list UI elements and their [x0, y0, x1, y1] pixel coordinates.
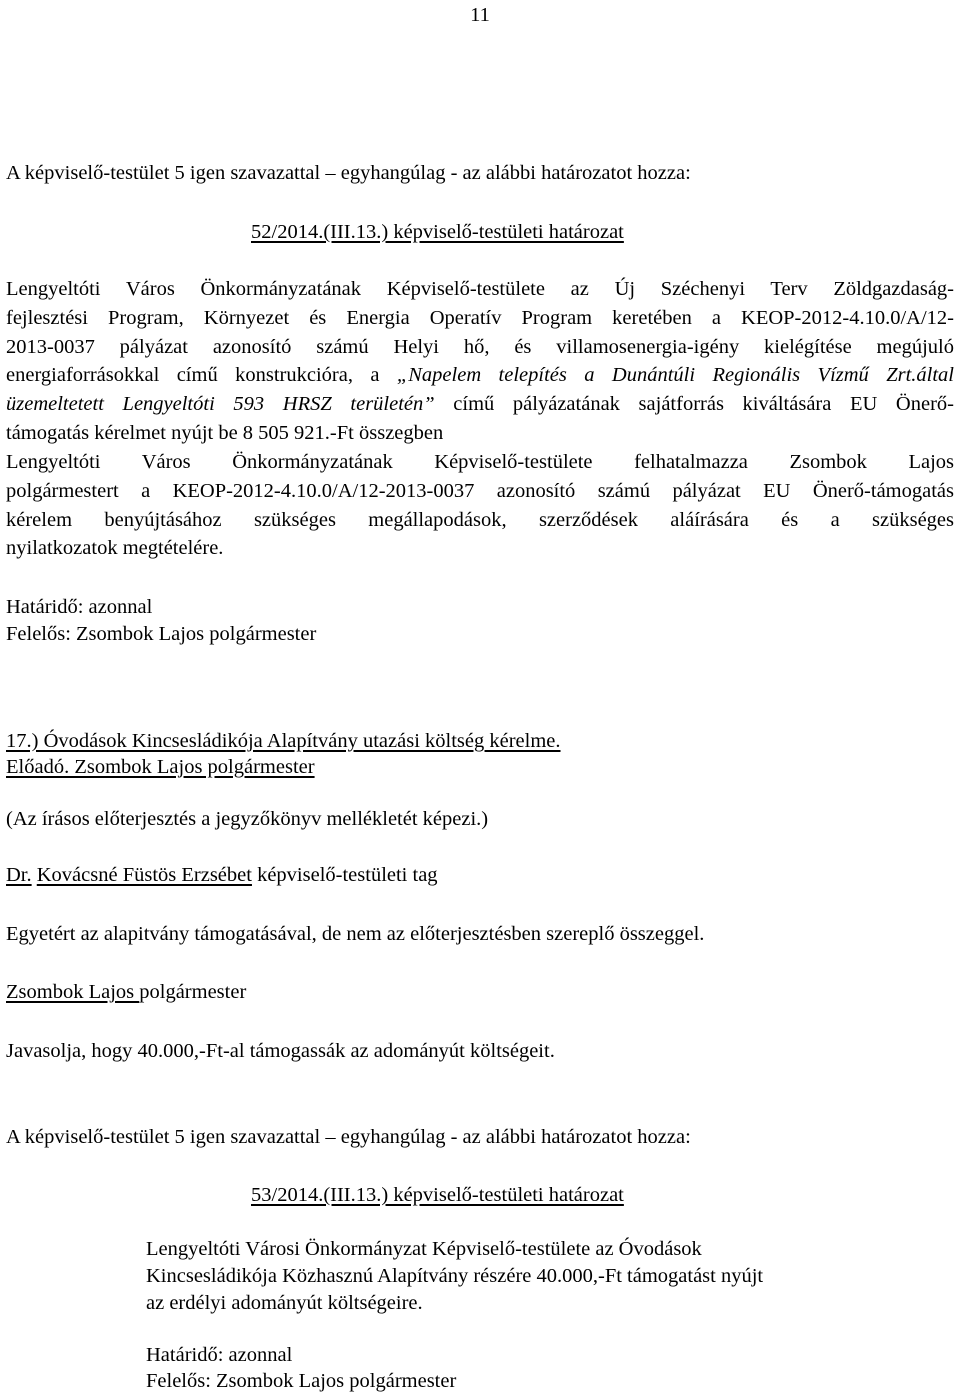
vote-intro-2: A képviselő-testület 5 igen szavazattal – egyhangúlag - az alábbi határozatot hozza: — [6, 1126, 691, 1148]
deadline-2: Határidő: azonnal — [146, 1344, 293, 1366]
speaker-2-statement: Javasolja, hogy 40.000,-Ft-al támogassák az adományút költségeit. — [6, 1040, 555, 1062]
attachment-note: (Az írásos előterjesztés a jegyzőkönyv mellékletét képezi.) — [6, 808, 489, 830]
resolution-body-3 — [146, 1236, 846, 1317]
vote-intro-1: A képviselő-testület 5 igen szavazattal – egyhangúlag - az alábbi határozatot hozza: — [6, 162, 691, 184]
deadline-1: Határidő: azonnal — [6, 596, 153, 618]
support-line: Lengyeltóti Városi Önkormányzat Képviselő-testülete az Óvodások — [146, 1238, 702, 1260]
resolution-title-1: 52/2014.(III.13.) képviselő-testületi határozat — [251, 221, 624, 243]
responsible-2: Felelős: Zsombok Lajos polgármester — [146, 1370, 457, 1392]
responsible-1: Felelős: Zsombok Lajos polgármester — [6, 623, 317, 645]
project-title-italic-cont: üzemeltetett Lengyeltóti 593 HRSZ területén” — [6, 393, 435, 416]
support-line: Kincsesládikója Közhasznú Alapítvány részére 40.000,-Ft támogatást nyújt — [146, 1265, 764, 1287]
page-number: 11 — [470, 4, 490, 26]
speaker-2-name: Zsombok Lajos — [6, 981, 140, 1003]
authorization-line: kérelem benyújtásához szükséges megállapodások, szerződések aláírására és a szükséges — [6, 508, 954, 531]
support-line: az erdélyi adományút költségeire. — [146, 1292, 423, 1314]
resolution-body-line-amount: támogatás kérelmet nyújt be 8 505 921.-Ft összegben — [6, 421, 444, 444]
project-title-italic: „Napelem telepítés a Dunántúli Regionális Vízmű Zrt.által — [396, 364, 954, 387]
speaker-2 — [6, 979, 246, 1005]
speaker-1 — [6, 862, 438, 888]
speaker-1-title: Dr. — [6, 864, 32, 886]
speaker-1-name: Kovácsné Füstös Erzsébet — [36, 864, 252, 886]
text-segment: című pályázatának sajátforrás kiváltására EU Önerő- — [434, 393, 954, 416]
presenter: Előadó. Zsombok Lajos polgármester — [6, 756, 315, 778]
resolution-body-line-project — [6, 361, 954, 390]
resolution-body-line: fejlesztési Program, Környezet és Energia Operatív Program keretében a KEOP-2012-4.10.0/A/12- — [6, 306, 954, 329]
speaker-2-role: polgármester — [139, 981, 247, 1003]
resolution-body-line: Lengyeltóti Város Önkormányzatának Képviselő-testülete az Új Széchenyi Terv Zöldgazdaság- — [6, 278, 954, 300]
speaker-1-statement: Egyetért az alapitvány támogatásával, de nem az előterjesztésben szereplő összeggel. — [6, 923, 705, 945]
resolution-title-2: 53/2014.(III.13.) képviselő-testületi határozat — [251, 1184, 624, 1206]
resolution-body-1 — [6, 275, 954, 448]
agenda-item-heading: 17.) Óvodások Kincsesládikója Alapítvány utazási költség kérelme. — [6, 730, 561, 752]
resolution-body-2 — [6, 448, 954, 563]
authorization-line: nyilatkozatok megtételére. — [6, 537, 224, 560]
authorization-line: polgármestert a KEOP-2012-4.10.0/A/12-2013-0037 azonosító számú pályázat EU Önerő-támogatás — [6, 479, 954, 502]
resolution-body-line-project-cont — [6, 390, 954, 419]
text-segment: energiaforrásokkal című konstrukcióra, a — [6, 364, 397, 387]
speaker-1-role: képviselő-testületi tag — [251, 864, 438, 886]
authorization-line: Lengyeltóti Város Önkormányzatának Képviselő-testülete felhatalmazza Zsombok Lajos — [6, 451, 954, 473]
resolution-body-line: 2013-0037 pályázat azonosító számú Helyi hő, és villamosenergia-igény kielégítése megújuló — [6, 335, 954, 358]
